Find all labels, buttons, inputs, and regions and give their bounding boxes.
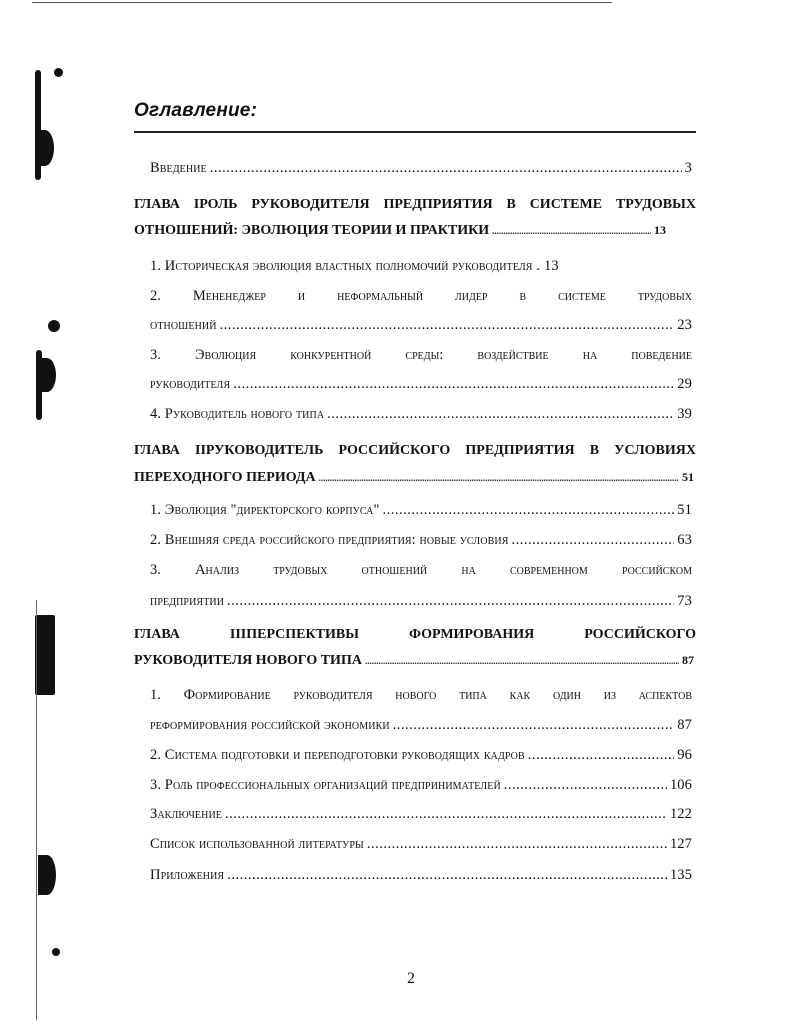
chapter-3-title-cont: РУКОВОДИТЕЛЯ НОВОГО ТИПА <box>134 653 362 668</box>
toc-entry-title: Список использованной литературы <box>150 836 364 852</box>
toc-entry-title: 4. Руководитель нового типа <box>150 406 325 422</box>
toc-entry-page: 122 <box>669 806 692 822</box>
leader-dots <box>227 593 674 610</box>
chapter-3-entry[interactable] <box>134 653 694 669</box>
scan-blot <box>48 320 60 332</box>
toc-entry-page: 73 <box>677 593 692 609</box>
chapter-2-entry[interactable] <box>134 470 694 486</box>
leader-dots <box>492 226 651 236</box>
leader-dots <box>382 502 674 519</box>
scan-blot <box>36 130 54 166</box>
toc-entry-1-2-line1[interactable]: 2. Мененеджер и неформальный лидер в системе трудовых <box>150 288 692 304</box>
toc-entry-page: 51 <box>677 502 692 518</box>
scan-blot <box>38 855 56 895</box>
scan-left-line <box>36 600 37 1020</box>
toc-entry-page: 106 <box>669 777 692 793</box>
toc-entry-page: 135 <box>669 867 692 883</box>
toc-entry-1-3-line1[interactable]: 3. Эволюция конкурентной среды: воздействие на поведение <box>150 347 692 363</box>
toc-entry-page: 51 <box>682 470 694 484</box>
toc-entry-title: руководителя <box>150 376 231 392</box>
toc-entry-2-1[interactable] <box>150 502 692 519</box>
toc-entry-3-3[interactable] <box>150 777 692 794</box>
toc-entry-1-4[interactable] <box>150 406 692 423</box>
toc-entry-page: 96 <box>677 747 692 763</box>
toc-entry-page: 87 <box>677 717 692 733</box>
toc-entry-title: отношений <box>150 317 217 333</box>
scan-blot <box>38 358 56 392</box>
leader-dots <box>210 160 682 177</box>
toc-entry-1-2[interactable] <box>150 317 692 334</box>
toc-heading: Оглавление: <box>134 100 258 121</box>
toc-entry-title: 1. Историческая эволюция властных полномочий руководителя . <box>150 258 541 274</box>
chapter-2-title[interactable]: ГЛАВА IIРУКОВОДИТЕЛЬ РОССИЙСКОГО ПРЕДПРИЯТИЯ В УСЛОВИЯХ <box>134 443 696 458</box>
page-number: 2 <box>407 970 415 987</box>
chapter-2-title-cont: ПЕРЕХОДНОГО ПЕРИОДА <box>134 470 316 485</box>
toc-entry-page: 39 <box>677 406 692 422</box>
chapter-1-entry[interactable] <box>134 223 666 239</box>
leader-dots <box>528 747 675 764</box>
toc-entry-3-2[interactable] <box>150 747 692 764</box>
leader-dots <box>225 806 667 823</box>
toc-entry-title: Заключение <box>150 806 222 822</box>
scan-top-line <box>32 2 612 3</box>
toc-entry-page: 127 <box>669 836 692 852</box>
leader-dots <box>233 376 674 393</box>
toc-entry-appendix[interactable] <box>150 867 692 884</box>
toc-entry-title: 3. Роль профессиональных организаций предпринимателей <box>150 777 501 793</box>
scan-blot <box>35 615 55 695</box>
toc-entry-page: 13 <box>654 223 666 237</box>
leader-dots <box>511 532 674 549</box>
heading-divider <box>134 131 696 133</box>
toc-entry-title: Введение <box>150 160 207 176</box>
leader-dots <box>227 867 667 884</box>
toc-entry-2-2[interactable] <box>150 532 692 549</box>
leader-dots <box>327 406 674 423</box>
toc-entry-title: 2. Система подготовки и переподготовки руководящих кадров <box>150 747 525 763</box>
leader-dots <box>504 777 667 794</box>
toc-entry-page: 63 <box>677 532 692 548</box>
chapter-3-title[interactable]: ГЛАВА IIIПЕРСПЕКТИВЫ ФОРМИРОВАНИЯ РОССИЙСКОГО <box>134 627 696 642</box>
chapter-1-title[interactable]: ГЛАВА IРОЛЬ РУКОВОДИТЕЛЯ ПРЕДПРИЯТИЯ В СИСТЕМЕ ТРУДОВЫХ <box>134 197 696 212</box>
toc-entry-conclusion[interactable] <box>150 806 692 823</box>
toc-entry-intro[interactable] <box>150 160 692 177</box>
toc-entry-3-1-line1[interactable]: 1. Формирование руководителя нового типа как один из аспектов <box>150 687 692 703</box>
toc-entry-title: реформирования российской экономики <box>150 717 390 733</box>
scan-blot <box>54 68 63 77</box>
toc-entry-references[interactable] <box>150 836 692 853</box>
toc-entry-page: 3 <box>684 160 692 176</box>
leader-dots <box>319 473 679 483</box>
scan-blot <box>52 948 60 956</box>
leader-dots <box>365 656 679 666</box>
toc-entry-3-1[interactable] <box>150 717 692 734</box>
toc-entry-title: 1. Эволюция "директорского корпуса" <box>150 502 380 518</box>
toc-entry-title: 2. Внешняя среда российского предприятия: новые условия <box>150 532 509 548</box>
leader-dots <box>393 717 675 734</box>
toc-entry-page: 87 <box>682 653 694 667</box>
toc-entry-title: предприятии <box>150 593 225 609</box>
toc-entry-2-3-line1[interactable]: 3. Анализ трудовых отношений на современном российском <box>150 562 692 578</box>
toc-entry-page: 23 <box>677 317 692 333</box>
toc-entry-title: Приложения <box>150 867 225 883</box>
leader-dots <box>367 836 667 853</box>
leader-dots <box>220 317 675 334</box>
toc-entry-page: 13 <box>544 258 559 274</box>
toc-entry-1-1[interactable] <box>150 258 692 275</box>
toc-entry-page: 29 <box>677 376 692 392</box>
toc-entry-2-3[interactable] <box>150 593 692 610</box>
toc-entry-1-3[interactable] <box>150 376 692 393</box>
chapter-1-title-cont: ОТНОШЕНИЙ: ЭВОЛЮЦИЯ ТЕОРИИ И ПРАКТИКИ <box>134 223 490 238</box>
